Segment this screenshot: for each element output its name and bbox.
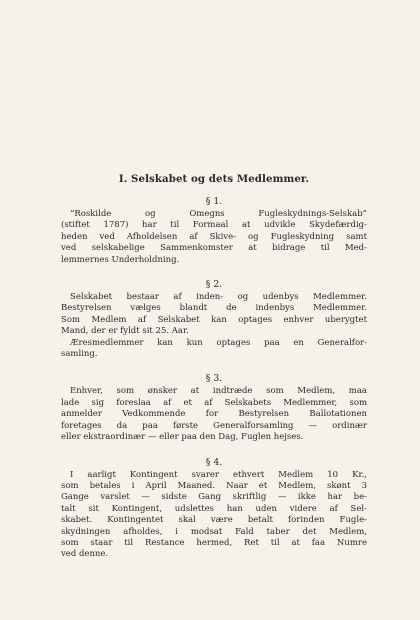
section-1 [61, 195, 367, 266]
sections-container [61, 195, 367, 561]
text-line: Som Medlem af Selskabet kan optages enhver uberygtet [61, 314, 367, 325]
paragraph [61, 209, 367, 266]
section-number: § 1. [205, 196, 223, 207]
text-line: Bestyrelsen vælges blandt de indenbys Medlemmer. [61, 303, 367, 314]
page-content [61, 172, 367, 561]
chapter-title: I. Selskabet og dets Medlemmer. [118, 173, 310, 185]
text-line: “Roskilde og Omegns Fugleskydnings-Selskab” [70, 209, 367, 219]
paragraph [61, 292, 367, 338]
text-line: eller ekstraordinær — eller paa den Dag, Fuglen hejses. [61, 432, 304, 443]
section-3 [61, 372, 367, 443]
section-number: § 4. [205, 456, 223, 468]
paragraph [61, 338, 367, 361]
text-line: heden ved Afholdelsen af Skive- og Fugleskydning samt [61, 231, 367, 242]
text-line: skabet. Kontingentet skal være betalt forinden Fugle- [61, 515, 367, 526]
section-4 [61, 456, 367, 561]
text-line: I aarligt Kontingent svarer ethvert Medlem 10 Kr., [70, 469, 367, 480]
text-line: anmelder Vedkommende for Bestyrelsen Ballotationen [61, 409, 367, 420]
text-line: som betales i April Maaned. Naar et Medlem, skønt 3 [61, 480, 367, 491]
text-line: lemmernes Underholdning. [61, 254, 180, 265]
text-line: samling. [61, 349, 98, 360]
text-line: Mand, der er fyldt sit 25. Aar. [61, 326, 189, 337]
text-line: foretages da paa første Generalforsamling — ordinær [61, 420, 367, 431]
paragraph [61, 470, 367, 561]
text-line: ved denne. [61, 549, 109, 560]
text-line: (stiftet 1787) har til Formaal at udvikle Skydefærdig- [61, 220, 367, 231]
section-number: § 2. [205, 279, 223, 291]
paragraph [61, 386, 367, 443]
text-line: ved selskabelige Sammenkomster at bidrage til Med- [61, 243, 367, 254]
text-line: Enhver, som ønsker at indtræde som Medlem, maa [70, 386, 367, 397]
text-line: som staar til Restance hermed, Ret til at faa Numre [61, 537, 367, 548]
section-number: § 3. [205, 373, 223, 385]
text-line: Gange varslet — sidste Gang skriftlig — ikke har be- [61, 492, 367, 503]
text-line: skydningen afholdes, i modsat Fald taber det Medlem, [61, 526, 367, 537]
text-line: lade sig foreslaa af et af Selskabets Medlemmer, som [61, 397, 367, 408]
text-line: Æresmedlemmer kan kun optages paa en Generalfor- [70, 337, 367, 348]
text-line: talt sit Kontingent, udslettes han uden videre af Sel- [61, 503, 367, 514]
section-2 [61, 278, 367, 360]
text-line: Selskabet bestaar af inden- og udenbys Medlemmer. [70, 292, 367, 303]
